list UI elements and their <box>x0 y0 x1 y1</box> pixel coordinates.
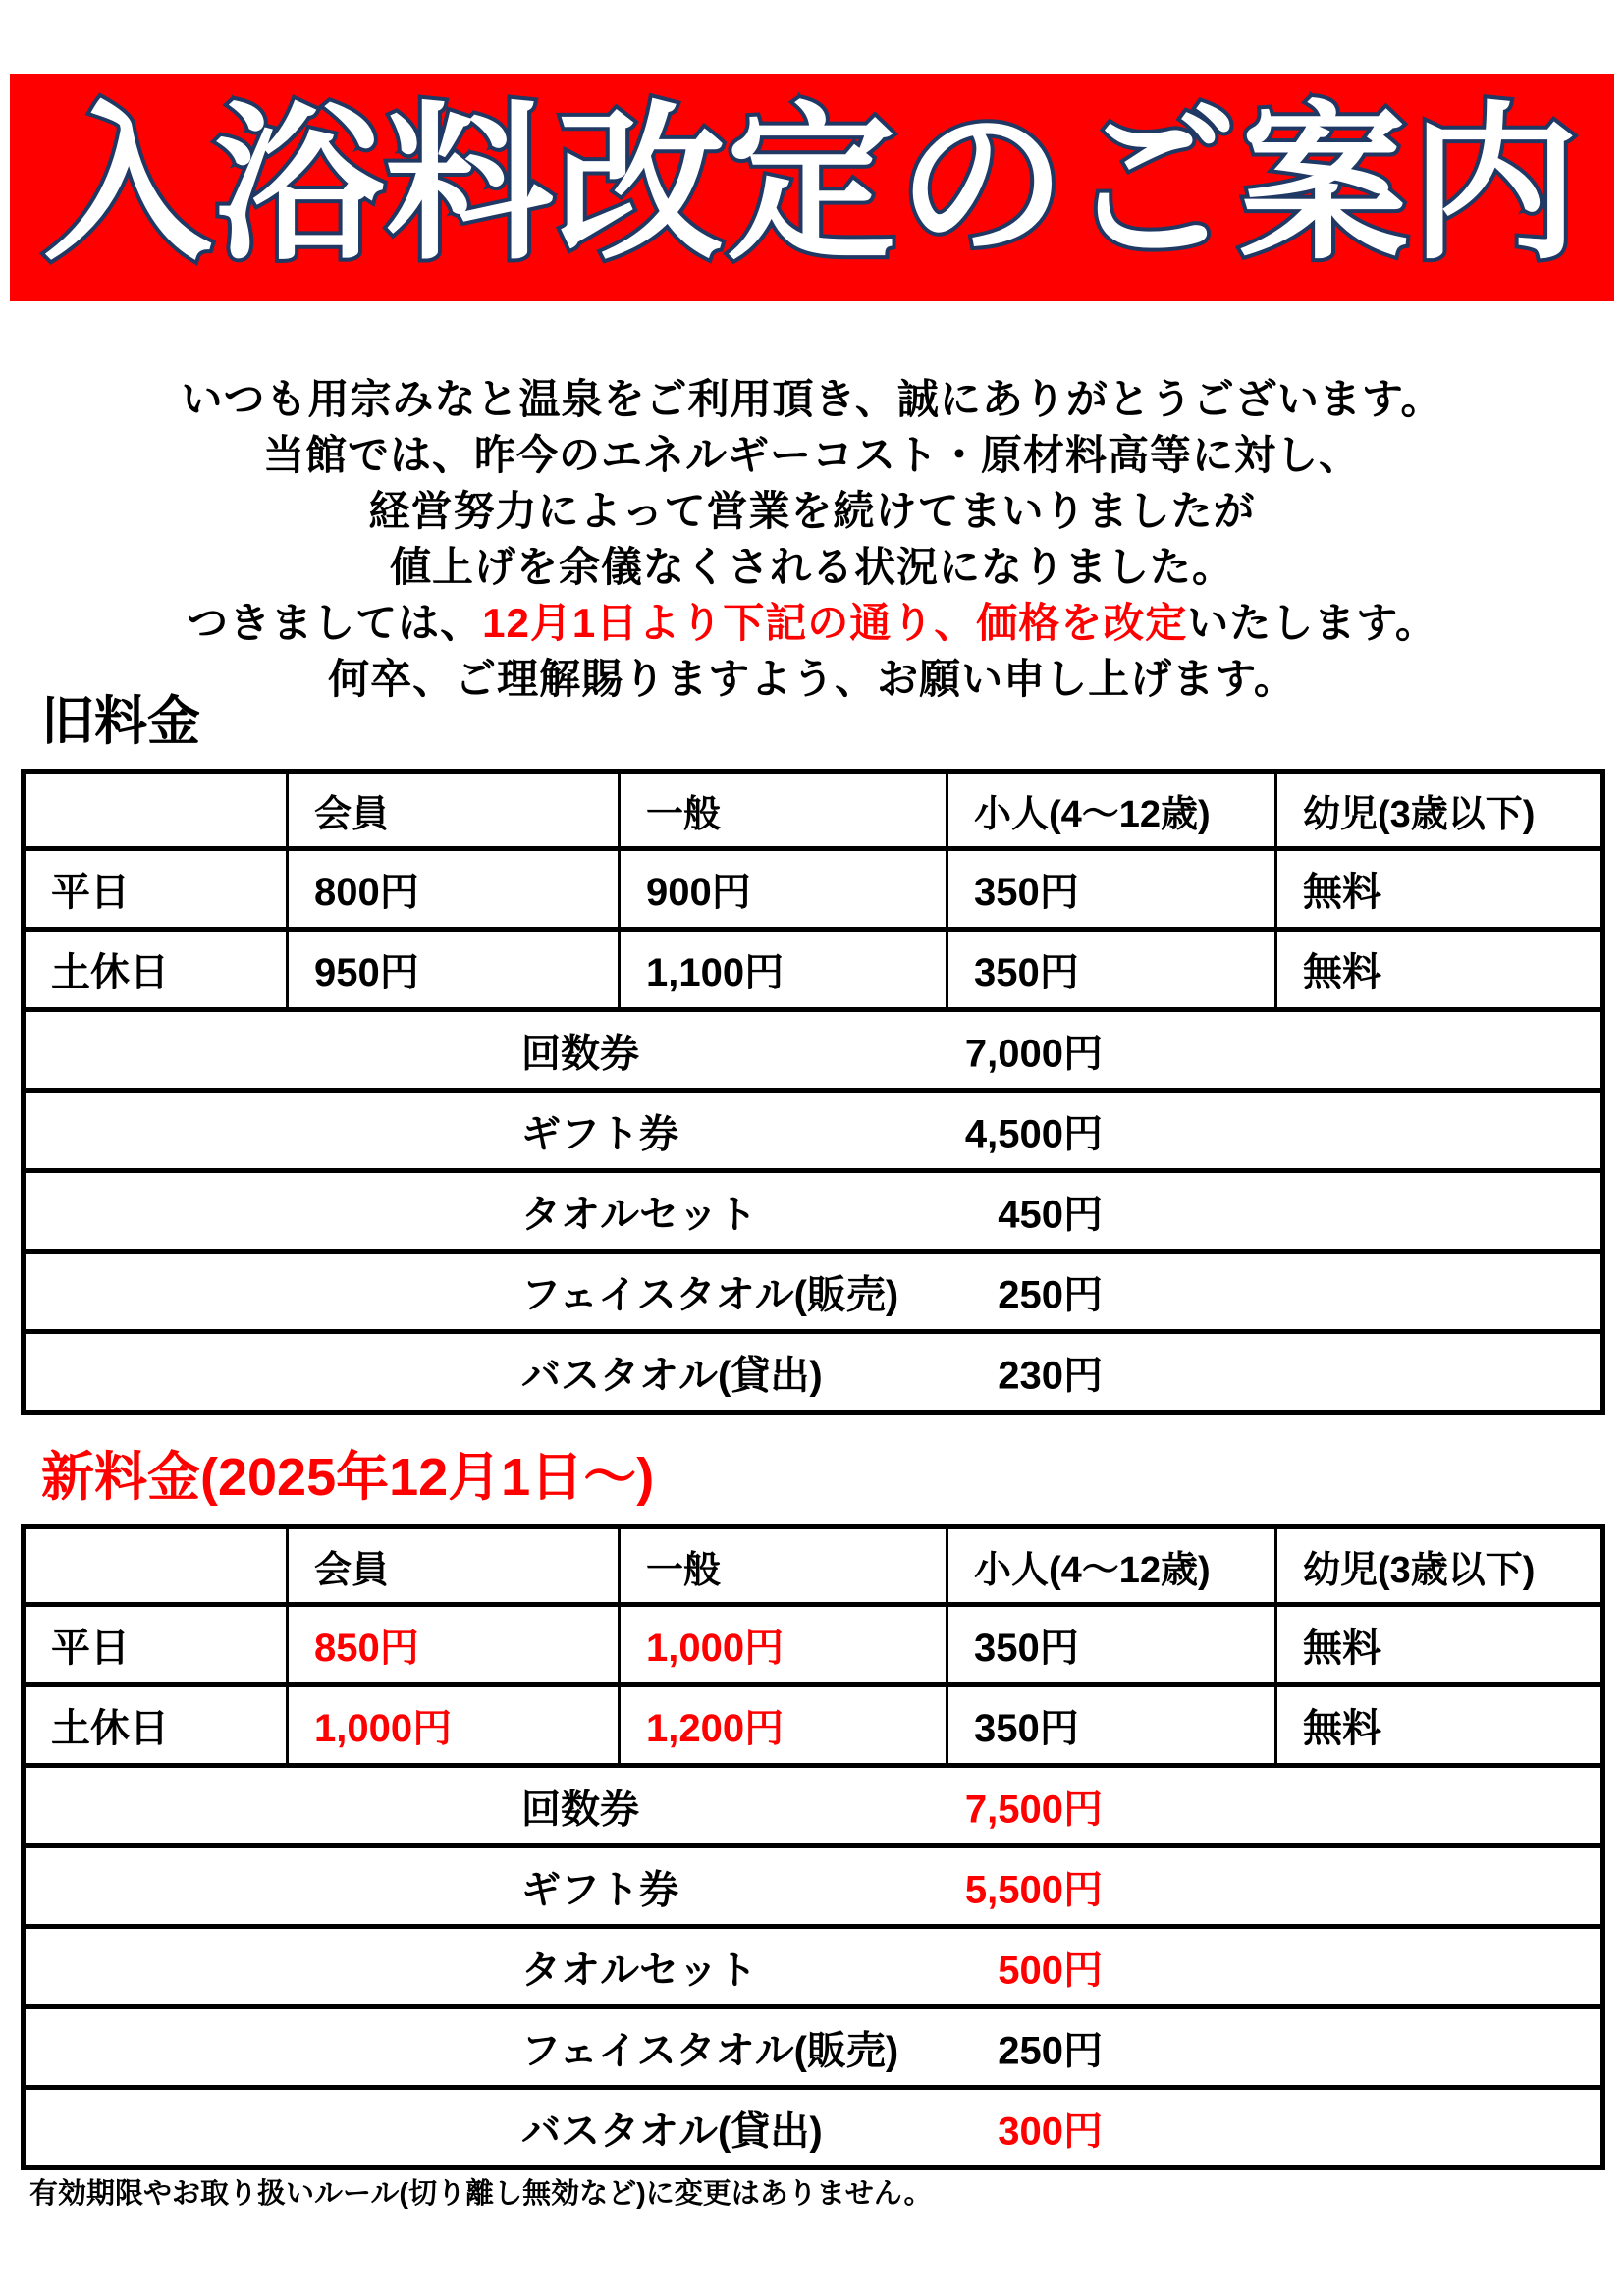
validity-note: 有効期限やお取り扱いルール(切り離し無効など)に変更はありません。 <box>29 2178 933 2210</box>
old-weekend-row <box>24 930 1603 1010</box>
item-label: フェイスタオル(販売) <box>521 2029 899 2072</box>
intro-line: 何卒、ご理解賜りますよう、お願い申し上げます。 <box>328 656 1296 702</box>
old-weekday-member: 800円 <box>288 849 620 930</box>
old-table-header-row <box>24 772 1603 849</box>
new-item-row-towelset <box>24 1927 1603 2007</box>
new-weekend-row <box>24 1685 1603 1766</box>
item-cell <box>24 1766 1603 1846</box>
intro-line5-pre: つきましては、 <box>187 600 483 646</box>
row-label: 平日 <box>24 849 288 930</box>
item-cell <box>24 2088 1603 2168</box>
item-cell <box>24 1091 1603 1171</box>
intro-paragraph <box>0 371 1624 707</box>
old-col-general: 一般 <box>620 772 947 849</box>
old-prices-heading: 旧料金 <box>41 692 200 751</box>
new-weekday-infant: 無料 <box>1276 1605 1603 1685</box>
old-weekend-general: 1,100円 <box>620 930 947 1010</box>
item-price: 500円 <box>998 1949 1103 1992</box>
old-weekend-infant: 無料 <box>1276 930 1603 1010</box>
new-col-general: 一般 <box>620 1527 947 1605</box>
old-item-row-gift <box>24 1091 1603 1171</box>
new-col-infant: 幼児(3歳以下) <box>1276 1527 1603 1605</box>
old-weekday-child: 350円 <box>947 849 1276 930</box>
item-label: バスタオル(貸出) <box>521 1354 823 1397</box>
item-label: タオルセット <box>521 1193 757 1236</box>
row-label: 平日 <box>24 1605 288 1685</box>
item-cell <box>24 1171 1603 1252</box>
new-table-header-row <box>24 1527 1603 1605</box>
new-weekend-member: 1,000円 <box>288 1685 620 1766</box>
old-item-row-towelset <box>24 1171 1603 1252</box>
old-weekend-child: 350円 <box>947 930 1276 1010</box>
item-label: 回数券 <box>521 1788 639 1831</box>
new-weekday-member: 850円 <box>288 1605 620 1685</box>
new-prices-heading: 新料金(2025年12月1日～) <box>41 1448 655 1507</box>
item-price: 250円 <box>998 2029 1103 2072</box>
intro-line-highlight <box>0 595 1624 651</box>
old-item-row-facetowel <box>24 1252 1603 1332</box>
item-price: 450円 <box>998 1193 1103 1236</box>
intro-line: 当館では、昨今のエネルギーコスト・原材料高等に対し、 <box>262 432 1361 478</box>
intro-line: 値上げを余儀なくされる状況になりました。 <box>389 544 1234 590</box>
item-cell <box>24 1010 1603 1091</box>
old-item-row-bathtowel <box>24 1332 1603 1413</box>
new-weekend-child: 350円 <box>947 1685 1276 1766</box>
item-price: 4,500円 <box>964 1112 1103 1155</box>
new-col-member: 会員 <box>288 1527 620 1605</box>
old-corner-cell <box>24 772 288 849</box>
item-price: 7,500円 <box>964 1788 1103 1831</box>
old-prices-table <box>21 769 1605 1415</box>
item-label: フェイスタオル(販売) <box>521 1273 899 1316</box>
item-label: バスタオル(貸出) <box>521 2109 823 2153</box>
item-label: 回数券 <box>521 1032 639 1075</box>
intro-line: 経営努力によって営業を続けてまいりましたが <box>368 488 1256 534</box>
new-col-child: 小人(4～12歳) <box>947 1527 1276 1605</box>
item-cell <box>24 1332 1603 1413</box>
row-label: 土休日 <box>24 1685 288 1766</box>
new-item-row-kaisuken <box>24 1766 1603 1846</box>
item-price: 300円 <box>998 2109 1103 2153</box>
old-weekday-infant: 無料 <box>1276 849 1603 930</box>
page-title: 入浴料改定のご案内 <box>43 90 1581 280</box>
new-weekend-infant: 無料 <box>1276 1685 1603 1766</box>
old-col-child: 小人(4～12歳) <box>947 772 1276 849</box>
old-col-infant: 幼児(3歳以下) <box>1276 772 1603 849</box>
item-price: 250円 <box>998 1273 1103 1316</box>
intro-line5-red: 12月1日より下記の通り、価格を改定 <box>482 600 1188 646</box>
new-weekday-row <box>24 1605 1603 1685</box>
intro-line: いつも用宗みなと温泉をご利用頂き、誠にありがとうございます。 <box>181 376 1443 422</box>
old-weekday-row <box>24 849 1603 930</box>
intro-line5-post: いたします。 <box>1187 600 1437 646</box>
item-cell <box>24 1252 1603 1332</box>
item-label: ギフト券 <box>521 1112 678 1155</box>
title-banner-svg <box>10 74 1614 301</box>
new-weekday-general: 1,000円 <box>620 1605 947 1685</box>
new-corner-cell <box>24 1527 288 1605</box>
item-price: 230円 <box>998 1354 1103 1397</box>
new-weekend-general: 1,200円 <box>620 1685 947 1766</box>
item-cell <box>24 1927 1603 2007</box>
item-label: ギフト券 <box>521 1868 678 1911</box>
old-weekend-member: 950円 <box>288 930 620 1010</box>
old-weekday-general: 900円 <box>620 849 947 930</box>
item-price: 7,000円 <box>964 1032 1103 1075</box>
new-item-row-bathtowel <box>24 2088 1603 2168</box>
item-price: 5,500円 <box>964 1868 1103 1911</box>
row-label: 土休日 <box>24 930 288 1010</box>
item-cell <box>24 2007 1603 2088</box>
old-item-row-kaisuken <box>24 1010 1603 1091</box>
new-item-row-gift <box>24 1846 1603 1927</box>
old-col-member: 会員 <box>288 772 620 849</box>
new-weekday-child: 350円 <box>947 1605 1276 1685</box>
item-cell <box>24 1846 1603 1927</box>
title-banner <box>10 74 1614 301</box>
new-item-row-facetowel <box>24 2007 1603 2088</box>
new-prices-table <box>21 1524 1605 2170</box>
item-label: タオルセット <box>521 1949 757 1992</box>
